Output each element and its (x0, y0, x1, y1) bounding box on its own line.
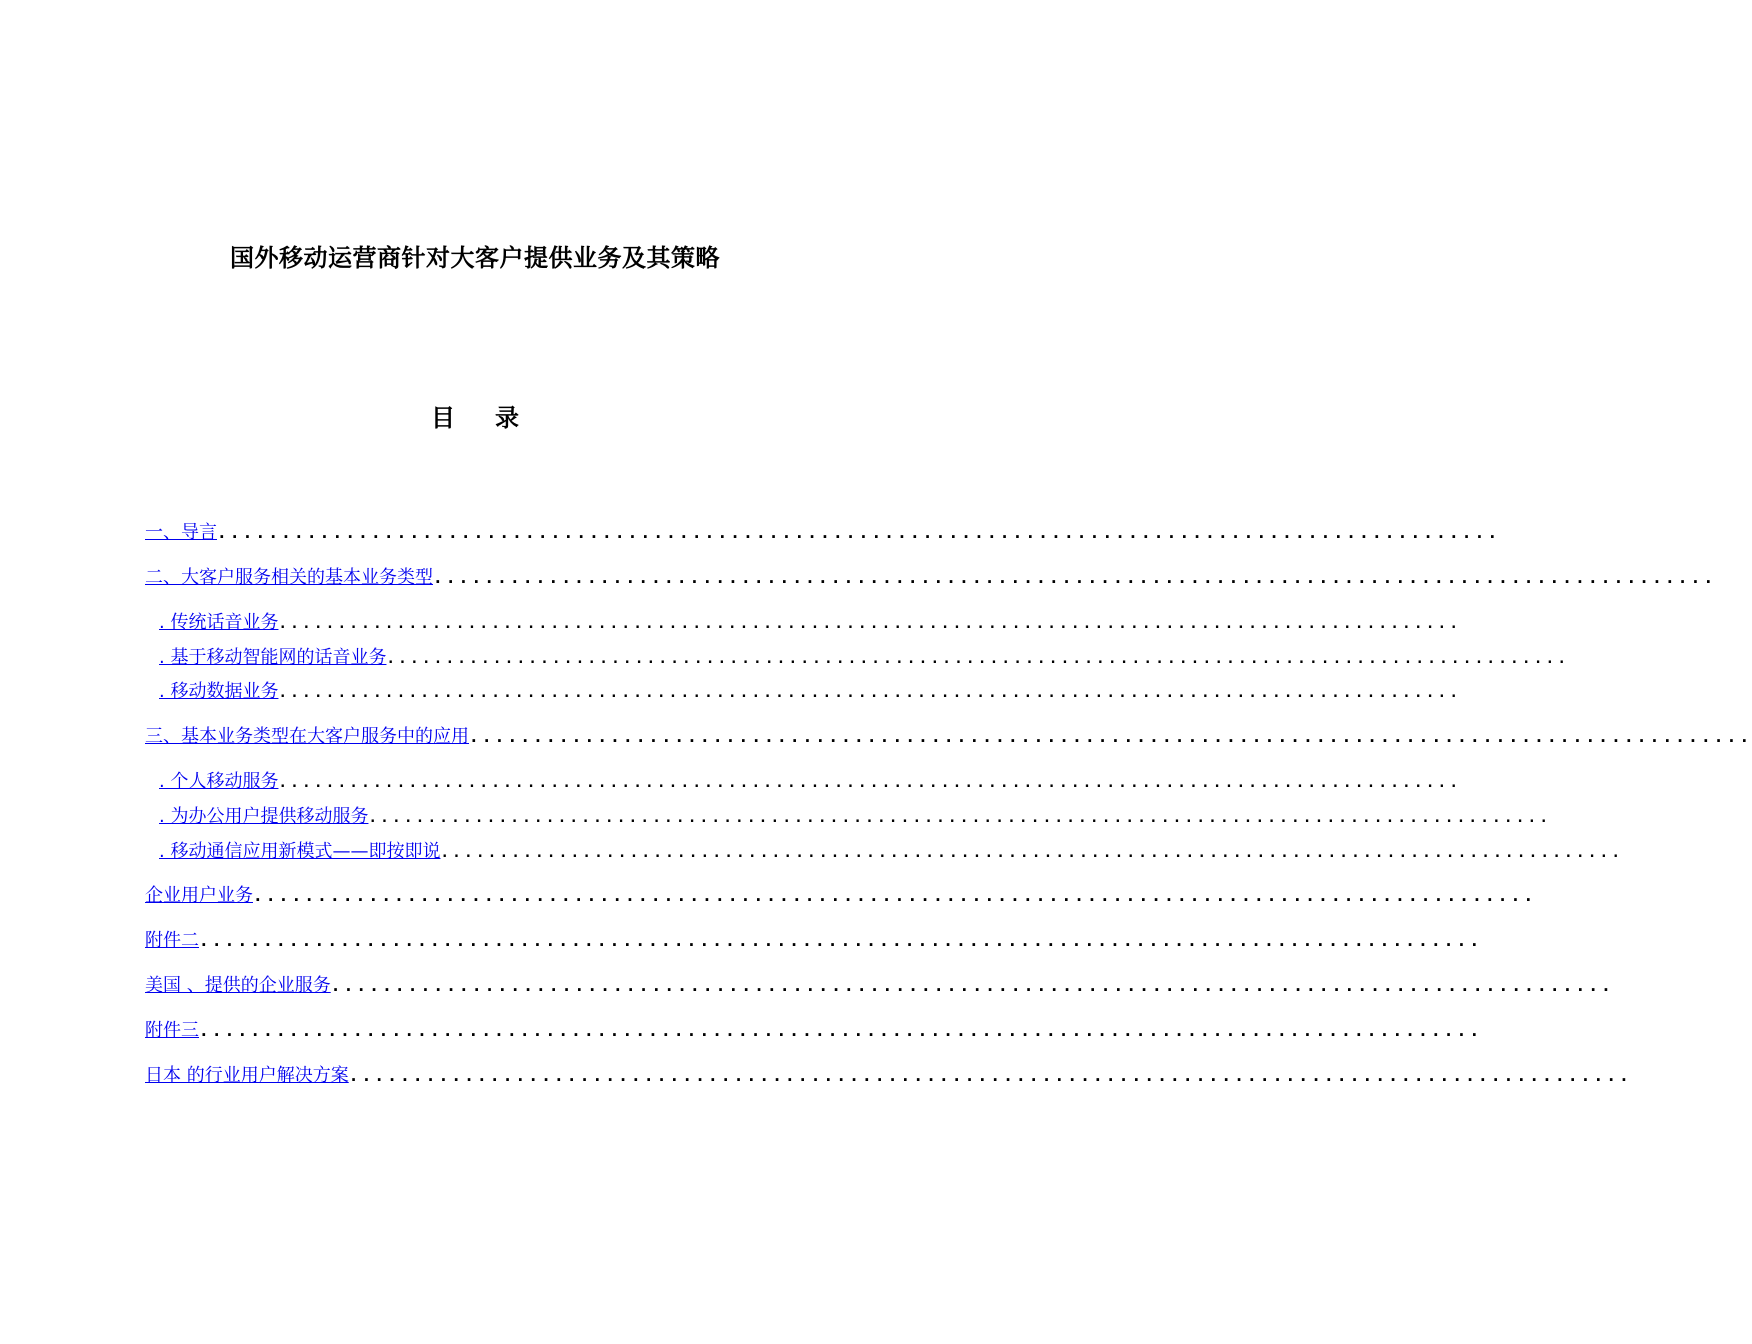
toc-heading-right: 录 (495, 404, 519, 432)
toc-leader: .................................................................................................... (433, 568, 1717, 587)
toc-entry[interactable] (145, 837, 1624, 863)
toc-entry[interactable] (145, 1016, 1483, 1042)
toc-leader: .................................................................................................... (469, 727, 1752, 746)
toc-leader: .................................................................................................... (199, 1021, 1483, 1040)
toc-leader: .................................................................................................... (440, 845, 1624, 861)
toc-entry[interactable] (145, 677, 1462, 703)
toc-entry-link[interactable]: . 传统话音业务 (159, 612, 279, 633)
toc-leader: .................................................................................................... (278, 616, 1462, 632)
toc-entry-link[interactable]: . 个人移动服务 (159, 771, 279, 792)
toc-heading-left: 目 (431, 404, 455, 432)
toc-entry[interactable] (145, 643, 1570, 669)
toc-entry[interactable] (145, 518, 1501, 544)
toc-leader: .................................................................................................... (348, 1066, 1633, 1085)
toc-entry[interactable] (145, 563, 1717, 589)
toc-entry-link[interactable]: 企业用户业务 (145, 885, 253, 906)
toc-entry[interactable] (145, 1061, 1633, 1087)
toc-leader: .................................................................................................... (278, 775, 1462, 791)
toc-leader: .................................................................................................... (278, 685, 1462, 701)
toc-leader: .................................................................................................... (199, 931, 1483, 950)
toc-entry[interactable] (145, 722, 1752, 748)
toc-entry-link[interactable]: . 移动通信应用新模式——即按即说 (159, 841, 441, 862)
document-title: 国外移动运营商针对大客户提供业务及其策略 (230, 244, 720, 272)
toc-leader: .................................................................................................... (368, 810, 1552, 826)
toc-entry[interactable] (145, 971, 1615, 997)
toc-entry-link[interactable]: 三、基本业务类型在大客户服务中的应用 (145, 726, 469, 747)
table-of-contents (145, 0, 1752, 1344)
toc-entry-link[interactable]: 二、大客户服务相关的基本业务类型 (145, 567, 433, 588)
toc-leader: .................................................................................................... (217, 523, 1501, 542)
toc-leader: .................................................................................................... (253, 886, 1537, 905)
toc-entry[interactable] (145, 881, 1537, 907)
toc-entry[interactable] (145, 926, 1483, 952)
toc-entry-link[interactable]: 附件二 (145, 930, 199, 951)
toc-entry-link[interactable]: . 为办公用户提供移动服务 (159, 806, 369, 827)
toc-entry-link[interactable]: 附件三 (145, 1020, 199, 1041)
toc-entry-link[interactable]: 美国 、提供的企业服务 (145, 975, 331, 996)
toc-leader: .................................................................................................... (386, 651, 1570, 667)
toc-entry[interactable] (145, 608, 1462, 634)
toc-entry[interactable] (145, 802, 1552, 828)
toc-entry-link[interactable]: . 基于移动智能网的话音业务 (159, 647, 387, 668)
toc-entry-link[interactable]: . 移动数据业务 (159, 681, 279, 702)
toc-entry-link[interactable]: 一、导言 (145, 522, 217, 543)
toc-entry-link[interactable]: 日本 的行业用户解决方案 (145, 1065, 349, 1086)
toc-leader: .................................................................................................... (330, 976, 1615, 995)
toc-entry[interactable] (145, 767, 1462, 793)
